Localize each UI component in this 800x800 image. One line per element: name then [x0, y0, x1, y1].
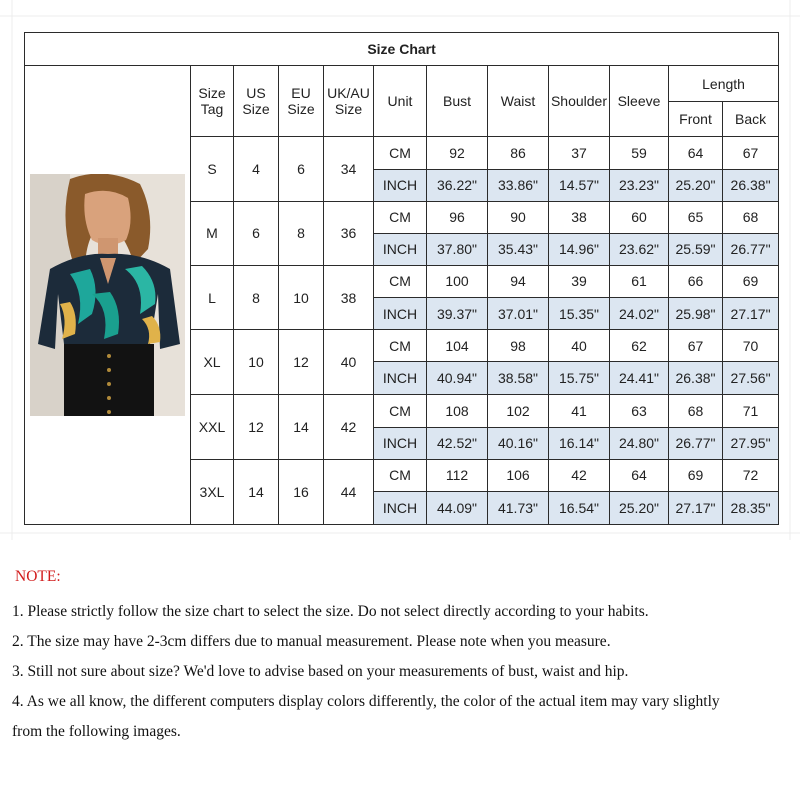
us-size-cell: 8: [234, 265, 279, 329]
note-line: from the following images.: [12, 723, 181, 740]
front-length-cell: 65: [669, 201, 723, 233]
unit-cell: INCH: [374, 233, 427, 265]
us-size-cell: 14: [234, 459, 279, 524]
shoulder-cell: 41: [549, 395, 610, 427]
header-eu-size: EU Size: [279, 66, 324, 137]
unit-cell: INCH: [374, 427, 427, 459]
waist-cell: 98: [488, 330, 549, 362]
bust-cell: 44.09": [427, 491, 488, 524]
back-length-cell: 28.35": [723, 491, 779, 524]
bust-cell: 104: [427, 330, 488, 362]
model-photo: [30, 174, 185, 416]
header-sleeve: Sleeve: [610, 66, 669, 137]
waist-cell: 102: [488, 395, 549, 427]
front-length-cell: 27.17": [669, 491, 723, 524]
back-length-cell: 27.95": [723, 427, 779, 459]
ukau-size-cell: 34: [324, 137, 374, 201]
bust-cell: 108: [427, 395, 488, 427]
sleeve-cell: 24.41": [610, 362, 669, 395]
ukau-size-cell: 42: [324, 395, 374, 459]
sleeve-cell: 63: [610, 395, 669, 427]
size-chart-table: [24, 32, 779, 525]
sleeve-cell: 25.20": [610, 491, 669, 524]
back-length-cell: 26.38": [723, 169, 779, 201]
sleeve-cell: 23.62": [610, 233, 669, 265]
ukau-size-cell: 44: [324, 459, 374, 524]
header-bust: Bust: [427, 66, 488, 137]
waist-cell: 94: [488, 265, 549, 297]
sleeve-cell: 62: [610, 330, 669, 362]
bust-cell: 92: [427, 137, 488, 169]
sleeve-cell: 24.80": [610, 427, 669, 459]
bust-cell: 112: [427, 459, 488, 491]
unit-cell: INCH: [374, 491, 427, 524]
eu-size-cell: 8: [279, 201, 324, 265]
shoulder-cell: 38: [549, 201, 610, 233]
ukau-size-cell: 36: [324, 201, 374, 265]
front-length-cell: 66: [669, 265, 723, 297]
front-length-cell: 25.20": [669, 169, 723, 201]
note-line: 2. The size may have 2-3cm differs due to manual measurement. Please note when you measure.: [12, 633, 611, 650]
front-length-cell: 67: [669, 330, 723, 362]
back-length-cell: 71: [723, 395, 779, 427]
header-size-tag: Size Tag: [191, 66, 234, 137]
back-length-cell: 27.17": [723, 298, 779, 330]
size-tag-cell: M: [191, 201, 234, 265]
front-length-cell: 26.38": [669, 362, 723, 395]
front-length-cell: 69: [669, 459, 723, 491]
back-length-cell: 72: [723, 459, 779, 491]
waist-cell: 90: [488, 201, 549, 233]
waist-cell: 38.58": [488, 362, 549, 395]
shoulder-cell: 14.96": [549, 233, 610, 265]
note-line: 4. As we all know, the different computers display colors differently, the color of the actual item may vary slightly: [12, 693, 720, 710]
ukau-size-cell: 38: [324, 265, 374, 329]
size-tag-cell: 3XL: [191, 459, 234, 524]
shoulder-cell: 39: [549, 265, 610, 297]
sleeve-cell: 64: [610, 459, 669, 491]
unit-cell: CM: [374, 137, 427, 169]
header-ukau-size: UK/AU Size: [324, 66, 374, 137]
unit-cell: INCH: [374, 298, 427, 330]
size-tag-cell: XXL: [191, 395, 234, 459]
shoulder-cell: 15.75": [549, 362, 610, 395]
header-us-size: US Size: [234, 66, 279, 137]
shoulder-cell: 16.54": [549, 491, 610, 524]
notes-section: [12, 568, 788, 747]
waist-cell: 35.43": [488, 233, 549, 265]
us-size-cell: 12: [234, 395, 279, 459]
bust-cell: 100: [427, 265, 488, 297]
unit-cell: CM: [374, 459, 427, 491]
waist-cell: 41.73": [488, 491, 549, 524]
unit-cell: CM: [374, 201, 427, 233]
size-tag-cell: XL: [191, 330, 234, 395]
note-line: 1. Please strictly follow the size chart to select the size. Do not select directly according to your habits.: [12, 603, 649, 620]
front-length-cell: 26.77": [669, 427, 723, 459]
eu-size-cell: 12: [279, 330, 324, 395]
eu-size-cell: 10: [279, 265, 324, 329]
waist-cell: 106: [488, 459, 549, 491]
bust-cell: 37.80": [427, 233, 488, 265]
size-tag-cell: L: [191, 265, 234, 329]
unit-cell: CM: [374, 395, 427, 427]
front-length-cell: 25.59": [669, 233, 723, 265]
sleeve-cell: 60: [610, 201, 669, 233]
eu-size-cell: 14: [279, 395, 324, 459]
shoulder-cell: 15.35": [549, 298, 610, 330]
unit-cell: INCH: [374, 362, 427, 395]
sleeve-cell: 23.23": [610, 169, 669, 201]
shoulder-cell: 16.14": [549, 427, 610, 459]
waist-cell: 33.86": [488, 169, 549, 201]
front-length-cell: 64: [669, 137, 723, 169]
note-title: NOTE:: [15, 568, 61, 585]
shoulder-cell: 40: [549, 330, 610, 362]
bust-cell: 96: [427, 201, 488, 233]
ukau-size-cell: 40: [324, 330, 374, 395]
sleeve-cell: 59: [610, 137, 669, 169]
shoulder-cell: 42: [549, 459, 610, 491]
back-length-cell: 69: [723, 265, 779, 297]
back-length-cell: 67: [723, 137, 779, 169]
shoulder-cell: 14.57": [549, 169, 610, 201]
bust-cell: 36.22": [427, 169, 488, 201]
waist-cell: 40.16": [488, 427, 549, 459]
bust-cell: 42.52": [427, 427, 488, 459]
front-length-cell: 25.98": [669, 298, 723, 330]
header-shoulder: Shoulder: [549, 66, 610, 137]
chart-title: Size Chart: [25, 33, 779, 66]
us-size-cell: 6: [234, 201, 279, 265]
unit-cell: INCH: [374, 169, 427, 201]
header-waist: Waist: [488, 66, 549, 137]
header-unit: Unit: [374, 66, 427, 137]
size-tag-cell: S: [191, 137, 234, 201]
note-line: 3. Still not sure about size? We'd love to advise based on your measurements of bust, waist and hip.: [12, 663, 629, 680]
model-photo-cell: [25, 66, 191, 525]
front-length-cell: 68: [669, 395, 723, 427]
back-length-cell: 26.77": [723, 233, 779, 265]
header-length: Length: [669, 66, 779, 102]
shoulder-cell: 37: [549, 137, 610, 169]
us-size-cell: 10: [234, 330, 279, 395]
unit-cell: CM: [374, 330, 427, 362]
unit-cell: CM: [374, 265, 427, 297]
eu-size-cell: 6: [279, 137, 324, 201]
back-length-cell: 68: [723, 201, 779, 233]
header-front: Front: [669, 102, 723, 137]
header-back: Back: [723, 102, 779, 137]
us-size-cell: 4: [234, 137, 279, 201]
waist-cell: 86: [488, 137, 549, 169]
sleeve-cell: 61: [610, 265, 669, 297]
eu-size-cell: 16: [279, 459, 324, 524]
back-length-cell: 27.56": [723, 362, 779, 395]
bust-cell: 40.94": [427, 362, 488, 395]
back-length-cell: 70: [723, 330, 779, 362]
bust-cell: 39.37": [427, 298, 488, 330]
waist-cell: 37.01": [488, 298, 549, 330]
sleeve-cell: 24.02": [610, 298, 669, 330]
